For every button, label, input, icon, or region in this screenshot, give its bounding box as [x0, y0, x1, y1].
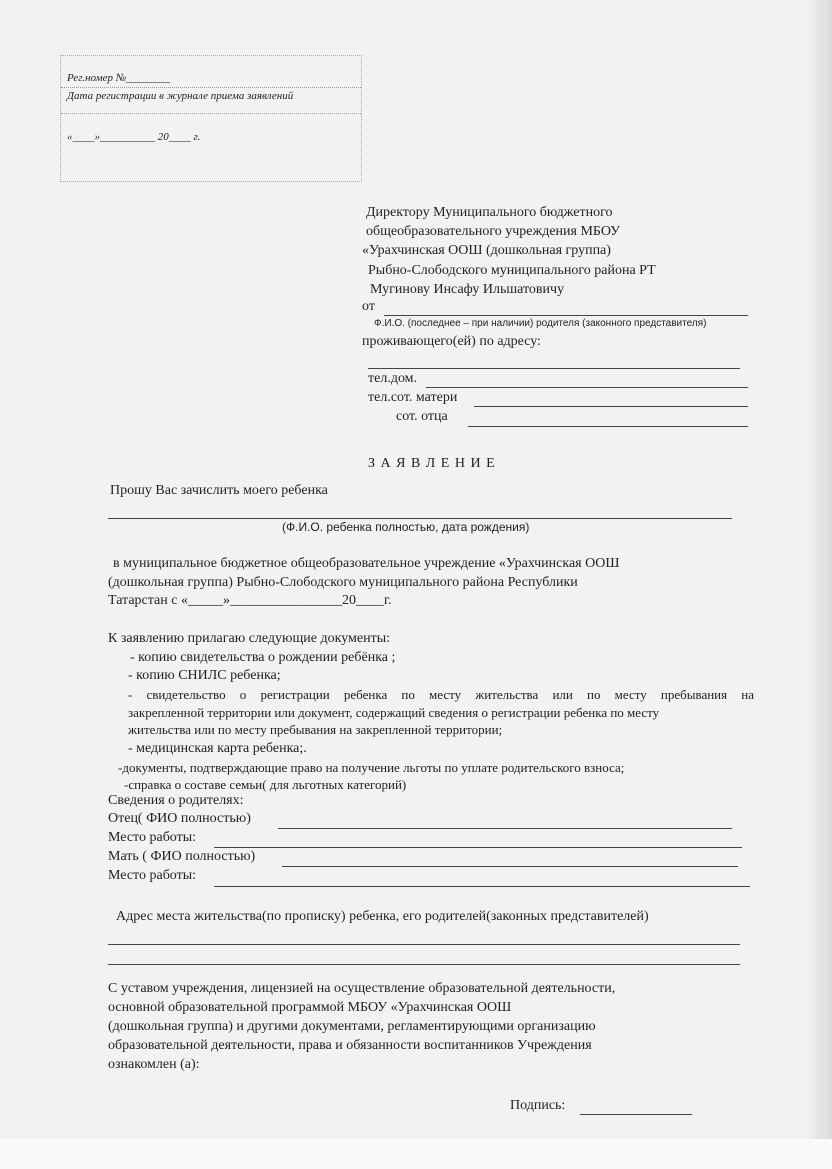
document-item: - копию СНИЛС ребенка; — [128, 668, 281, 683]
signature-line — [580, 1114, 692, 1115]
page-bottom-edge — [0, 1139, 832, 1169]
father-work-line — [214, 847, 742, 848]
child-caption: (Ф.И.О. ребенка полностью, дата рождения) — [282, 520, 530, 534]
residence-label: Адрес места жительства(по прописку) ребенка, его родителей(законных представителей) — [116, 909, 649, 924]
father-line — [278, 828, 732, 829]
from-caption: Ф.И.О. (последнее – при наличии) родителя (законного представителя) — [374, 318, 707, 329]
registration-box — [60, 55, 362, 182]
document-item: - медицинская карта ребенка;. — [128, 741, 307, 756]
phone-father-label: сот. отца — [396, 409, 448, 424]
document-item: жительства или по месту пребывания на закрепленной территории; — [128, 722, 503, 737]
addressee-line: Рыбно-Слободского муниципального района РТ — [368, 263, 656, 278]
parents-heading: Сведения о родителях: — [108, 793, 244, 808]
mother-work-label: Место работы: — [108, 868, 197, 883]
residence-line — [108, 964, 740, 965]
reg-date-line: «____»__________ 20____ г. — [67, 131, 201, 143]
ack-line: образовательной деятельности, права и обязанности воспитанников Учреждения — [108, 1038, 592, 1053]
request-line: в муниципальное бюджетное общеобразовательное учреждение «Урахчинская ООШ — [113, 556, 620, 571]
phone-home-label: тел.дом. — [368, 371, 418, 386]
phone-mother-label: тел.сот. матери — [368, 390, 458, 405]
address-label: проживающего(ей) по адресу: — [362, 334, 541, 349]
documents-heading: К заявлению прилагаю следующие документы: — [108, 631, 391, 646]
addressee-line: «Урахчинская ООШ (дошкольная группа) — [362, 243, 611, 258]
ack-line: С уставом учреждения, лицензией на осуществление образовательной деятельности, — [108, 981, 616, 996]
signature-label: Подпись: — [510, 1098, 566, 1113]
page-edge-shadow — [806, 0, 832, 1169]
request-line: (дошкольная группа) Рыбно-Слободского муниципального района Республики — [108, 575, 578, 590]
document-item: - копию свидетельства о рождении ребёнка ; — [130, 650, 396, 665]
reg-date-label: Дата регистрации в журнале приема заявлений — [67, 90, 294, 102]
from-label: от — [362, 299, 375, 314]
addressee-name: Мугинову Инсафу Ильшатовичу — [370, 282, 565, 297]
mother-label: Мать ( ФИО полностью) — [108, 849, 256, 864]
from-line — [384, 315, 748, 316]
child-name-line — [108, 518, 732, 519]
document-item: -справка о составе семьи( для льготных категорий) — [124, 777, 407, 792]
residence-line — [108, 944, 740, 945]
father-label: Отец( ФИО полностью) — [108, 811, 251, 826]
document-item: закрепленной территории или документ, содержащий сведения о регистрации ребенка по месту — [128, 705, 660, 720]
reg-divider — [61, 87, 361, 88]
addressee-line: Директору Муниципального бюджетного — [366, 205, 613, 220]
request-date-line: Татарстан с «_____»________________20____г. — [108, 593, 392, 608]
page-title: З А Я В Л Е Н И Е — [368, 456, 496, 471]
mother-line — [282, 866, 738, 867]
reg-number: Рег.номер №________ — [67, 72, 171, 84]
ack-line: основной образовательной программой МБОУ «Урахчинская ООШ — [108, 1000, 512, 1015]
request-line: Прошу Вас зачислить моего ребенка — [110, 483, 328, 498]
phone-father-line — [468, 426, 748, 427]
ack-line: (дошкольная группа) и другими документами, регламентирующими организацию — [108, 1019, 596, 1034]
mother-work-line — [214, 886, 750, 887]
phone-mother-line — [474, 406, 748, 407]
document-item: - свидетельство о регистрации ребенка по месту жительства или по месту пребывания на — [128, 687, 754, 702]
address-line — [368, 368, 740, 369]
ack-line: ознакомлен (а): — [108, 1057, 200, 1072]
document-item: -документы, подтверждающие право на получение льготы по уплате родительского взноса; — [118, 760, 625, 775]
phone-home-line — [426, 387, 748, 388]
addressee-line: общеобразовательного учреждения МБОУ — [366, 224, 621, 239]
father-work-label: Место работы: — [108, 830, 197, 845]
reg-divider — [61, 113, 361, 114]
